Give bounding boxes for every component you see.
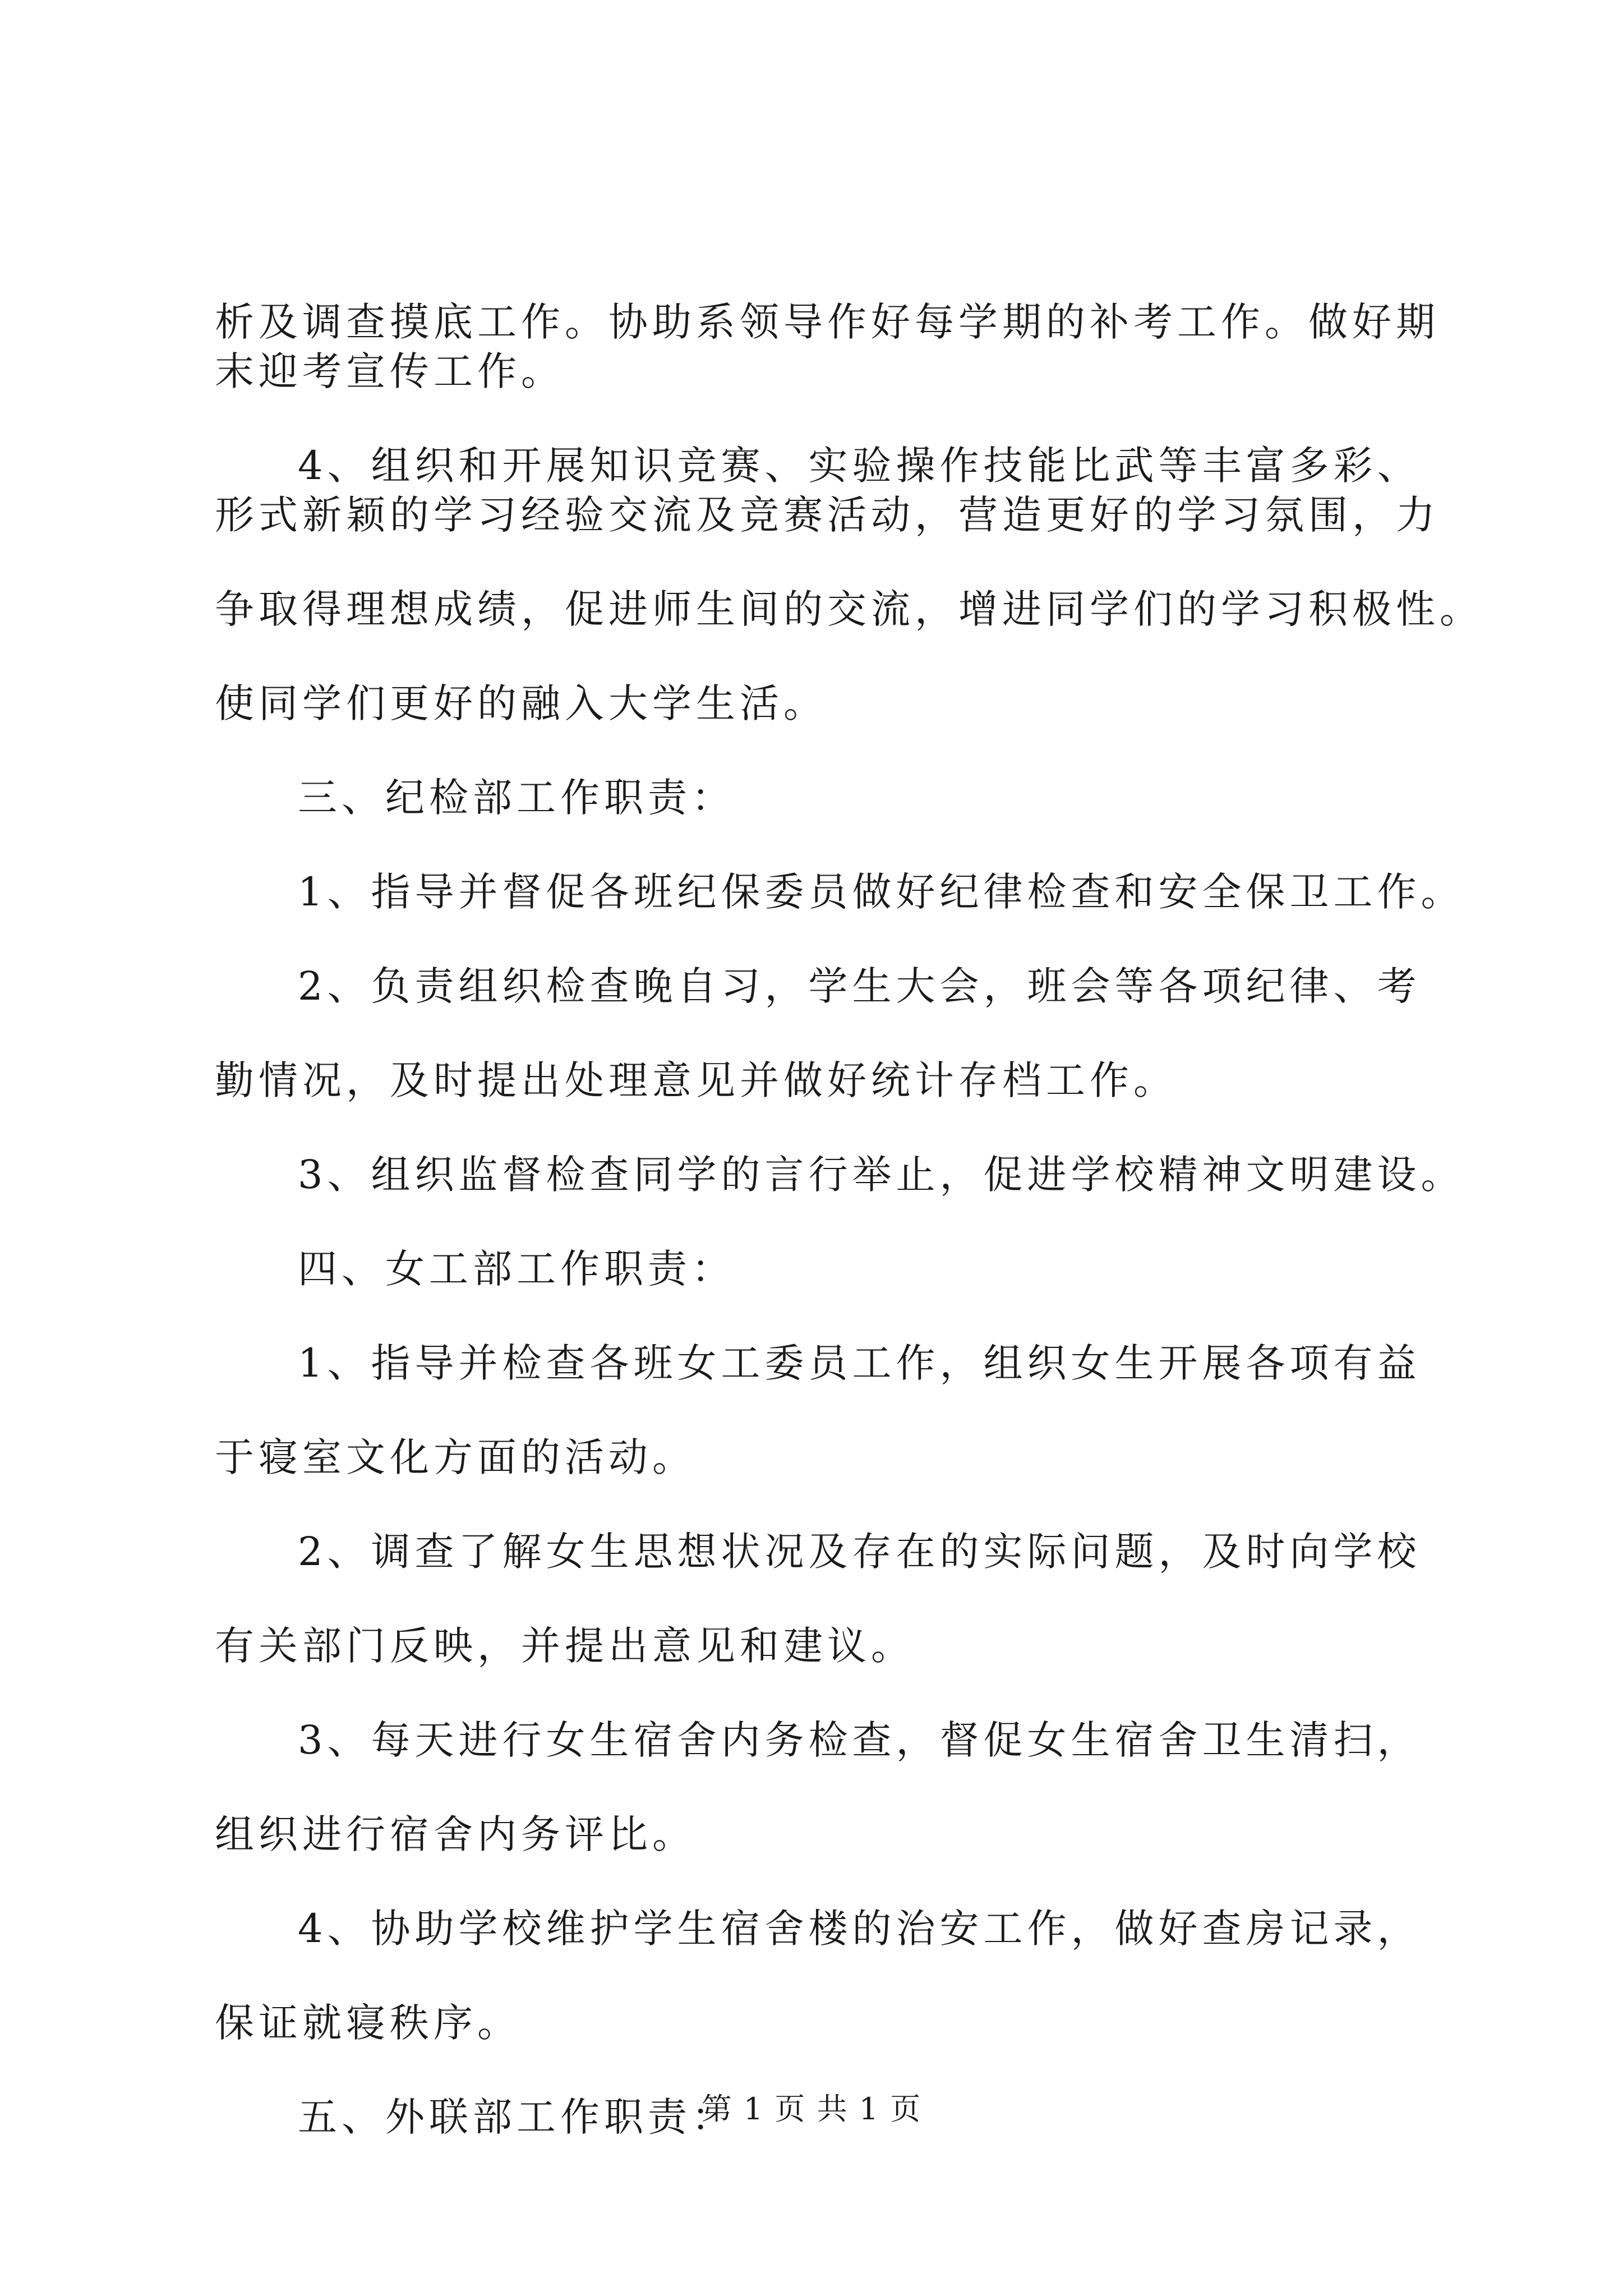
page-number-footer: 第 1 页 共 1 页 (701, 2091, 922, 2127)
document-body (215, 297, 1483, 2142)
paragraph-line: 1、指导并督促各班纪保委员做好纪律检查和安全保卫工作。 (298, 869, 1465, 915)
section-heading: 五、外联部工作职责： (298, 2094, 735, 2140)
paragraph-line: 使同学们更好的融入大学生活。 (215, 680, 827, 726)
paragraph-line: 争取得理想成绩，促进师生间的交流，增进同学们的学习积极性。 (215, 586, 1483, 632)
paragraph-line: 形式新颖的学习经验交流及竞赛活动，营造更好的学习氛围，力 (215, 492, 1440, 538)
paragraph-line: 4、组织和开展知识竞赛、实验操作技能比武等丰富多彩、 (298, 443, 1421, 489)
paragraph-line: 3、组织监督检查同学的言行举止，促进学校精神文明建设。 (298, 1152, 1465, 1198)
paragraph-line: 保证就寝秩序。 (215, 2000, 521, 2046)
paragraph-line: 4、协助学校维护学生宿舍楼的治安工作，做好查房记录， (298, 1906, 1421, 1952)
paragraph-line: 2、负责组织检查晚自习，学生大会，班会等各项纪律、考 (298, 963, 1421, 1009)
section-heading: 四、女工部工作职责： (298, 1246, 735, 1292)
paragraph-line: 勤情况，及时提出处理意见并做好统计存档工作。 (215, 1057, 1177, 1103)
paragraph-line: 2、调查了解女生思想状况及存在的实际问题，及时向学校 (298, 1529, 1421, 1575)
paragraph-line: 末迎考宣传工作。 (215, 348, 565, 394)
paragraph-line: 1、指导并检查各班女工委员工作，组织女生开展各项有益 (298, 1340, 1421, 1386)
paragraph-line: 有关部门反映，并提出意见和建议。 (215, 1623, 915, 1669)
paragraph-line: 于寝室文化方面的活动。 (215, 1434, 696, 1480)
section-heading: 三、纪检部工作职责： (298, 775, 735, 821)
paragraph-line: 组织进行宿舍内务评比。 (215, 1811, 696, 1857)
paragraph-line: 析及调查摸底工作。协助系领导作好每学期的补考工作。做好期 (215, 299, 1440, 345)
paragraph-line: 3、每天进行女生宿舍内务检查，督促女生宿舍卫生清扫， (298, 1717, 1421, 1763)
